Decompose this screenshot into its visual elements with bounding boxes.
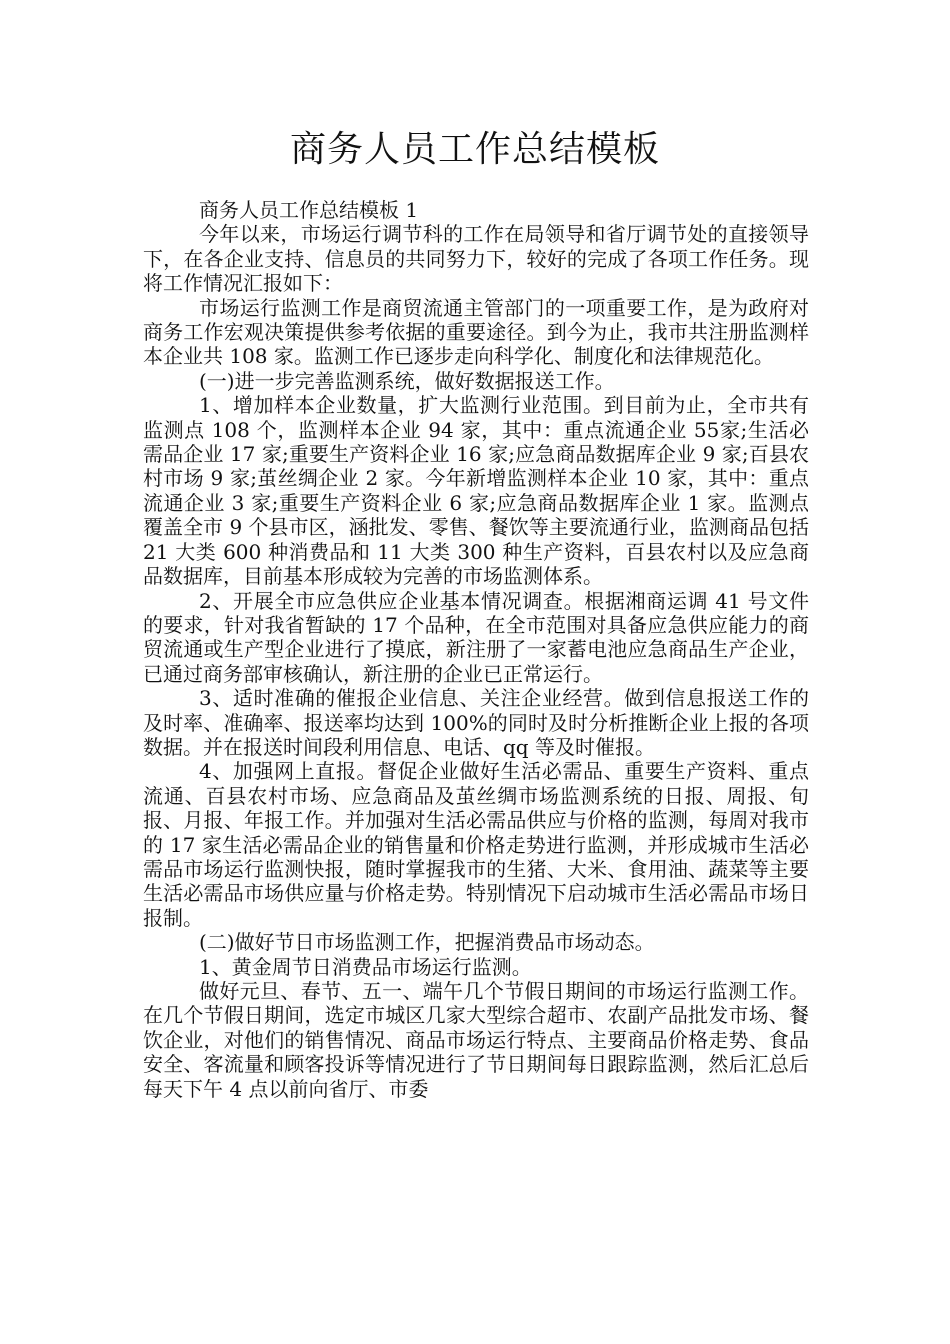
paragraph-item-1: 1、增加样本企业数量，扩大监测行业范围。到目前为止，全市共有监测点 108 个，监测样本企业 94 家，其中：重点流通企业 55家;生活必需品企业 17 家;重要生产资料企业 16 家;应急商品数据库企业 9 家;百县农村市场 9 家;茧丝绸企业 2 家。今年新增监测样本企业 10 家，其中：重点流通企业 3 家;重要生产资料企业 6 家;应急商品数据库企业 1 家。监测点覆盖全市 9 个县市区，涵批发、零售、餐饮等主要流通行业，监测商品包括 21 大类 600 种消费品和 11 大类 300 种生产资料，百县农村以及应急商品数据库，目前基本形成较为完善的市场监测体系。 [143,393,809,589]
paragraph-subtitle: 商务人员工作总结模板 1 [199,198,419,222]
paragraph-monitoring-overview: 市场运行监测工作是商贸流通主管部门的一项重要工作，是为政府对商务工作宏观决策提供参考依据的重要途径。到今为止，我市共注册监测样本企业共 108 家。监测工作已逐步走向科学化、制度化和法律规范化。 [143,295,809,369]
paragraph-item-2: 2、开展全市应急供应企业基本情况调查。根据湘商运调 41 号文件的要求，针对我省暂缺的 17 个品种，在全市范围对具备应急供应能力的商贸流通或生产型企业进行了摸底，新注册了一家蓄电池应急商品生产企业，已通过商务部审核确认，新注册的企业已正常运行。 [143,588,809,686]
document-body [143,198,809,1101]
paragraph-item-4: 4、加强网上直报。督促企业做好生活必需品、重要生产资料、重点流通、百县农村市场、应急商品及茧丝绸市场监测系统的日报、周报、旬报、月报、年报工作。并加强对生活必需品供应与价格的监测，每周对我市的 17 家生活必需品企业的销售量和价格走势进行监测，并形成城市生活必需品市场运行监测快报，随时掌握我市的生猪、大米、食用油、蔬菜等主要生活必需品市场供应量与价格走势。特别情况下启动城市生活必需品市场日报制。 [143,759,809,930]
paragraph-item-3: 3、适时准确的催报企业信息、关注企业经营。做到信息报送工作的及时率、准确率、报送率均达到 100%的同时及时分析推断企业上报的各项数据。并在报送时间段利用信息、电话、qq 等及时催报。 [143,686,809,759]
subsection-heading-1: 1、黄金周节日消费品市场运行监测。 [199,954,532,979]
paragraph-holiday-monitoring: 做好元旦、春节、五一、端午几个节假日期间的市场运行监测工作。在几个节假日期间，选定市城区几家大型综合超市、农副产品批发市场、餐饮企业，对他们的销售情况、商品市场运行特点、主要商品价格走势、食品安全、客流量和顾客投诉等情况进行了节日期间每日跟踪监测，然后汇总后每天下午 4 点以前向省厅、市委 [143,979,809,1101]
paragraph-intro: 今年以来，市场运行调节科的工作在局领导和省厅调节处的直接领导下，在各企业支持、信息员的共同努力下，较好的完成了各项工作任务。现将工作情况汇报如下： [143,222,809,296]
section-heading-1: (一)进一步完善监测系统，做好数据报送工作。 [199,368,615,393]
document-title: 商务人员工作总结模板 [289,129,660,170]
section-heading-2: (二)做好节日市场监测工作，把握消费品市场动态。 [199,930,655,955]
